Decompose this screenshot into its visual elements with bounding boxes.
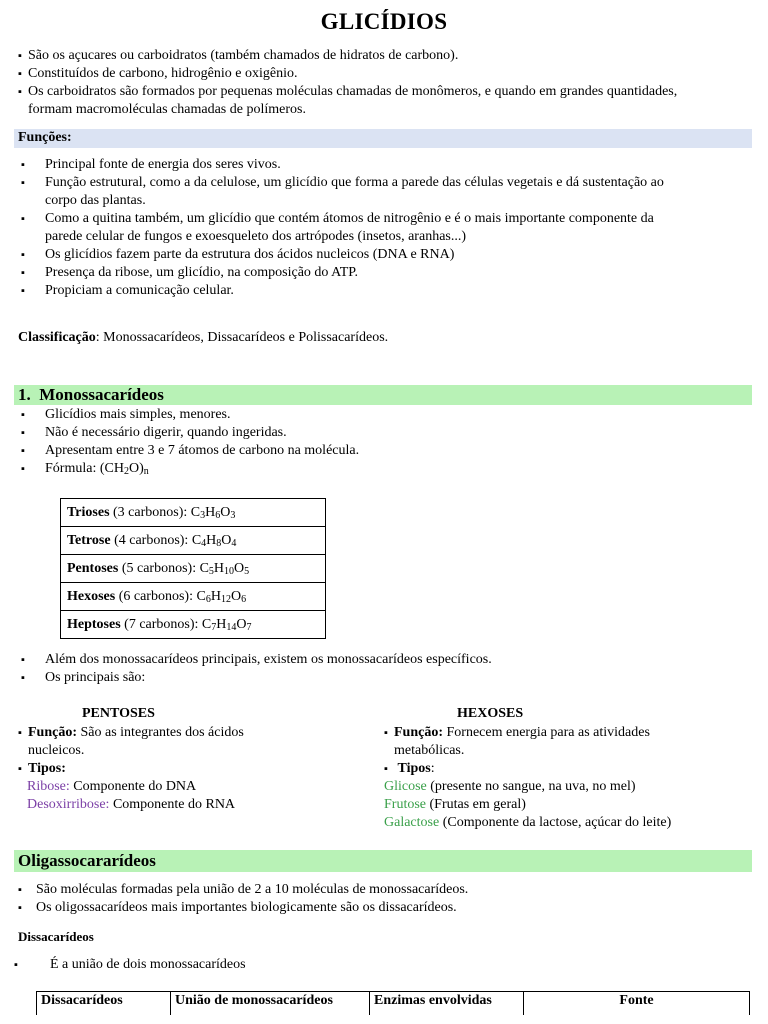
oligo-list xyxy=(18,881,758,917)
list-item: ▪ Apresentam entre 3 e 7 átomos de carbono na molécula. xyxy=(18,442,758,460)
column-header: Enzimas envolvidas xyxy=(370,992,524,1016)
list-item: ▪ Não é necessário digerir, quando ingeridas. xyxy=(18,424,758,442)
list-item: ▪ Os glicídios fazem parte da estrutura dos ácidos nucleicos (DNA e RNA) xyxy=(18,246,758,264)
table-row: Heptoses (7 carbonos): $C_7H_{14}O_7$ xyxy=(61,611,326,639)
list-item: ▪ Função estrutural, como a da celulose, um glicídio que forma a parede das células vegetais e dá sustentação ao xyxy=(18,174,758,192)
list-item: ▪ Propiciam a comunicação celular. xyxy=(18,282,758,300)
list-item: ▪ São os açucares ou carboidratos (também chamados de hidratos de carbono). xyxy=(18,47,758,65)
list-item-continuation: formam macromoléculas chamadas de polímeros. xyxy=(28,102,306,117)
oligo-heading: Oligassocararídeos xyxy=(18,851,156,870)
list-item: ▪ Constituídos de carbono, hidrogênio e oxigênio. xyxy=(18,65,758,83)
pentoses-tipo: Desoxirribose: Componente do RNA xyxy=(27,797,236,812)
page-title: GLICÍDIOS xyxy=(320,9,448,34)
funcoes-heading-bar xyxy=(14,129,752,148)
mono-heading: 1. Monossacarídeos xyxy=(18,385,164,404)
table-row: Tetrose (4 carbonos): $C_4H_8O_4$ xyxy=(61,527,326,555)
carbon-count-table xyxy=(60,498,326,639)
dissac-heading: Dissacarídeos xyxy=(18,929,94,944)
list-item: ▪ Os principais são: xyxy=(18,669,758,687)
hexoses-funcao-cont: metabólicas. xyxy=(394,743,465,758)
classificacao-text: : Monossacarídeos, Dissacarídeos e Polissacarídeos. xyxy=(95,330,389,345)
list-item: ▪ São moléculas formadas pela união de 2 a 10 moléculas de monossacarídeos. xyxy=(18,881,758,899)
pentoses-tipo: Ribose: Componente do DNA xyxy=(27,779,197,794)
list-item: ▪ É a união de dois monossacarídeos xyxy=(14,956,246,974)
hexoses-tipo: Galactose (Componente da lactose, açúcar do leite) xyxy=(384,815,672,830)
hexoses-tipo: Glicose (presente no sangue, na uva, no mel) xyxy=(384,779,636,794)
pentoses-tipos: ▪ Tipos: xyxy=(18,760,358,778)
funcoes-heading: Funções: xyxy=(18,130,72,145)
hexoses-funcao: ▪ Função: Fornecem energia para as atividades xyxy=(384,724,754,742)
column-header: Fonte xyxy=(524,992,750,1016)
list-item: ▪ Os oligossacarídeos mais importantes biologicamente são os dissacarídeos. xyxy=(18,899,758,917)
table-row: Trioses (3 carbonos): $C_3H_6O_3$ xyxy=(61,499,326,527)
pentoses-funcao: ▪ Função: São as integrantes dos ácidos xyxy=(18,724,358,742)
intro-list xyxy=(18,47,758,119)
funcoes-list xyxy=(18,156,758,300)
mono-after-list xyxy=(18,651,758,687)
column-header: União de monossacarídeos xyxy=(171,992,370,1016)
list-item-continuation: parede celular de fungos e exoesqueleto dos artrópodes (insetos, aranhas...) xyxy=(45,229,467,244)
list-item-formula: ▪ Fórmula: $(CH_2O)_n$ xyxy=(18,460,758,478)
list-item: ▪ Os carboidratos são formados por pequenas moléculas chamadas de monômeros, e quando em grandes quantidades, xyxy=(18,83,758,101)
pentoses-heading: PENTOSES xyxy=(82,706,155,721)
pentoses-funcao-cont: nucleicos. xyxy=(28,743,85,758)
list-item: ▪ Glicídios mais simples, menores. xyxy=(18,406,758,424)
column-header: Dissacarídeos xyxy=(37,992,171,1016)
list-item: ▪ Principal fonte de energia dos seres vivos. xyxy=(18,156,758,174)
classificacao-label: Classificação xyxy=(18,330,96,345)
pentoses-block xyxy=(18,724,358,814)
list-item: ▪ Presença da ribose, um glicídio, na composição do ATP. xyxy=(18,264,758,282)
dissac-item xyxy=(14,956,246,974)
list-item: ▪ Além dos monossacarídeos principais, existem os monossacarídeos específicos. xyxy=(18,651,758,669)
list-item: ▪ Como a quitina também, um glicídio que contém átomos de nitrogênio e é o mais importante componente da xyxy=(18,210,758,228)
hexoses-block xyxy=(384,724,754,832)
dissacarideos-table xyxy=(36,991,750,1015)
table-row: Hexoses (6 carbonos): $C_6H_{12}O_6$ xyxy=(61,583,326,611)
hexoses-tipo: Frutose (Frutas em geral) xyxy=(384,797,526,812)
table-header-row xyxy=(37,992,750,1016)
list-item-continuation: corpo das plantas. xyxy=(45,193,146,208)
mono-list xyxy=(18,406,758,478)
table-row: Pentoses (5 carbonos): $C_5H_{10}O_5$ xyxy=(61,555,326,583)
hexoses-tipos: ▪ Tipos: xyxy=(384,760,754,778)
classificacao-line xyxy=(18,329,388,347)
hexoses-heading: HEXOSES xyxy=(457,706,524,721)
